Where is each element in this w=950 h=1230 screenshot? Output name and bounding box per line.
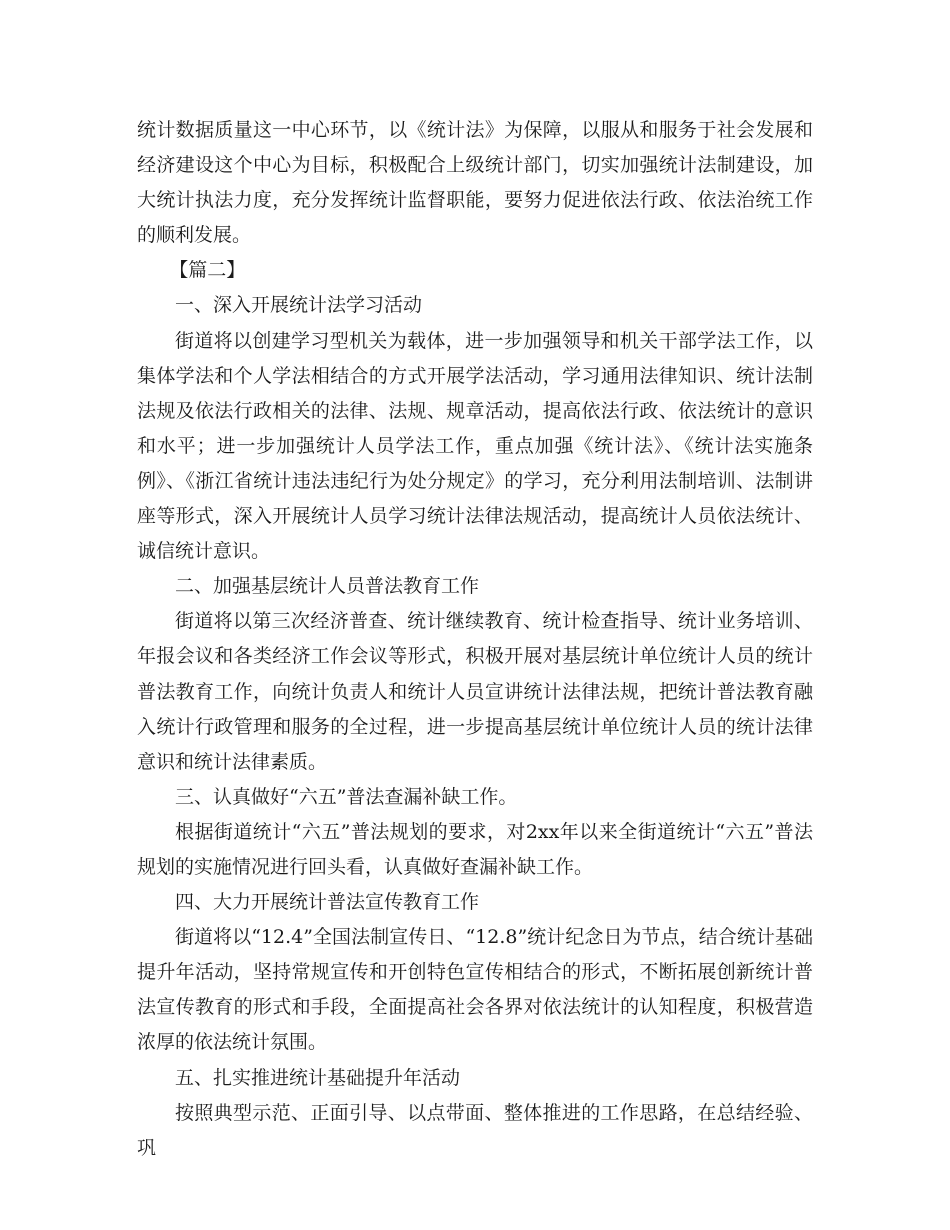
item-1-heading: 一、深入开展统计法学习活动	[175, 294, 423, 317]
item-5-body: 按照典型示范、正面引导、以点带面、整体推进的工作思路，在总结经验、巩	[137, 1101, 813, 1159]
item-2-body: 街道将以第三次经济普查、统计继续教育、统计检查指导、统计业务培训、年报会议和各类经济工作会议等形式，积极开展对基层统计单位统计人员的统计普法教育工作，向统计负责人和统计人员宣讲统计法律法规，把统计普法教育融入统计行政管理和服务的全过程，进一步提高基层统计单位统计人员的统计法律意识和统计法律素质。	[137, 610, 813, 773]
item-4-body: 街道将以“12.4”全国法制宣传日、“12.8”统计纪念日为节点，结合统计基础提升年活动，坚持常规宣传和开创特色宣传相结合的形式，不断拓展创新统计普法宣传教育的形式和手段，全面提高社会各界对依法统计的认知程度，积极营造浓厚的依法统计氛围。	[137, 926, 813, 1054]
section-marker: 【篇二】	[169, 259, 246, 282]
item-5-heading: 五、扎实推进统计基础提升年活动	[175, 1066, 461, 1089]
item-4-heading: 四、大力开展统计普法宣传教育工作	[175, 891, 480, 914]
item-1-body: 街道将以创建学习型机关为载体，进一步加强领导和机关干部学法工作，以集体学法和个人学法相结合的方式开展学法活动，学习通用法律知识、统计法制法规及依法行政相关的法律、法规、规章活动，提高依法行政、依法统计的意识和水平；进一步加强统计人员学法工作，重点加强《统计法》、《统计法实施条例》、《浙江省统计违法违纪行为处分规定》的学习，充分利用法制培训、法制讲座等形式，深入开展统计人员学习统计法律法规活动，提高统计人员依法统计、诚信统计意识。	[137, 329, 813, 563]
item-3-heading: 三、认真做好“六五”普法查漏补缺工作。	[175, 785, 518, 808]
item-2-heading: 二、加强基层统计人员普法教育工作	[175, 575, 480, 598]
item-3-body: 根据街道统计“六五”普法规划的要求，对2xx年以来全街道统计“六五”普法规划的实施情况进行回头看，认真做好查漏补缺工作。	[137, 820, 813, 878]
intro-paragraph: 统计数据质量这一中心环节，以《统计法》为保障，以服从和服务于社会发展和经济建设这个中心为目标，积极配合上级统计部门，切实加强统计法制建设，加大统计执法力度，充分发挥统计监督职能，要努力促进依法行政、依法治统工作的顺利发展。	[137, 119, 813, 247]
